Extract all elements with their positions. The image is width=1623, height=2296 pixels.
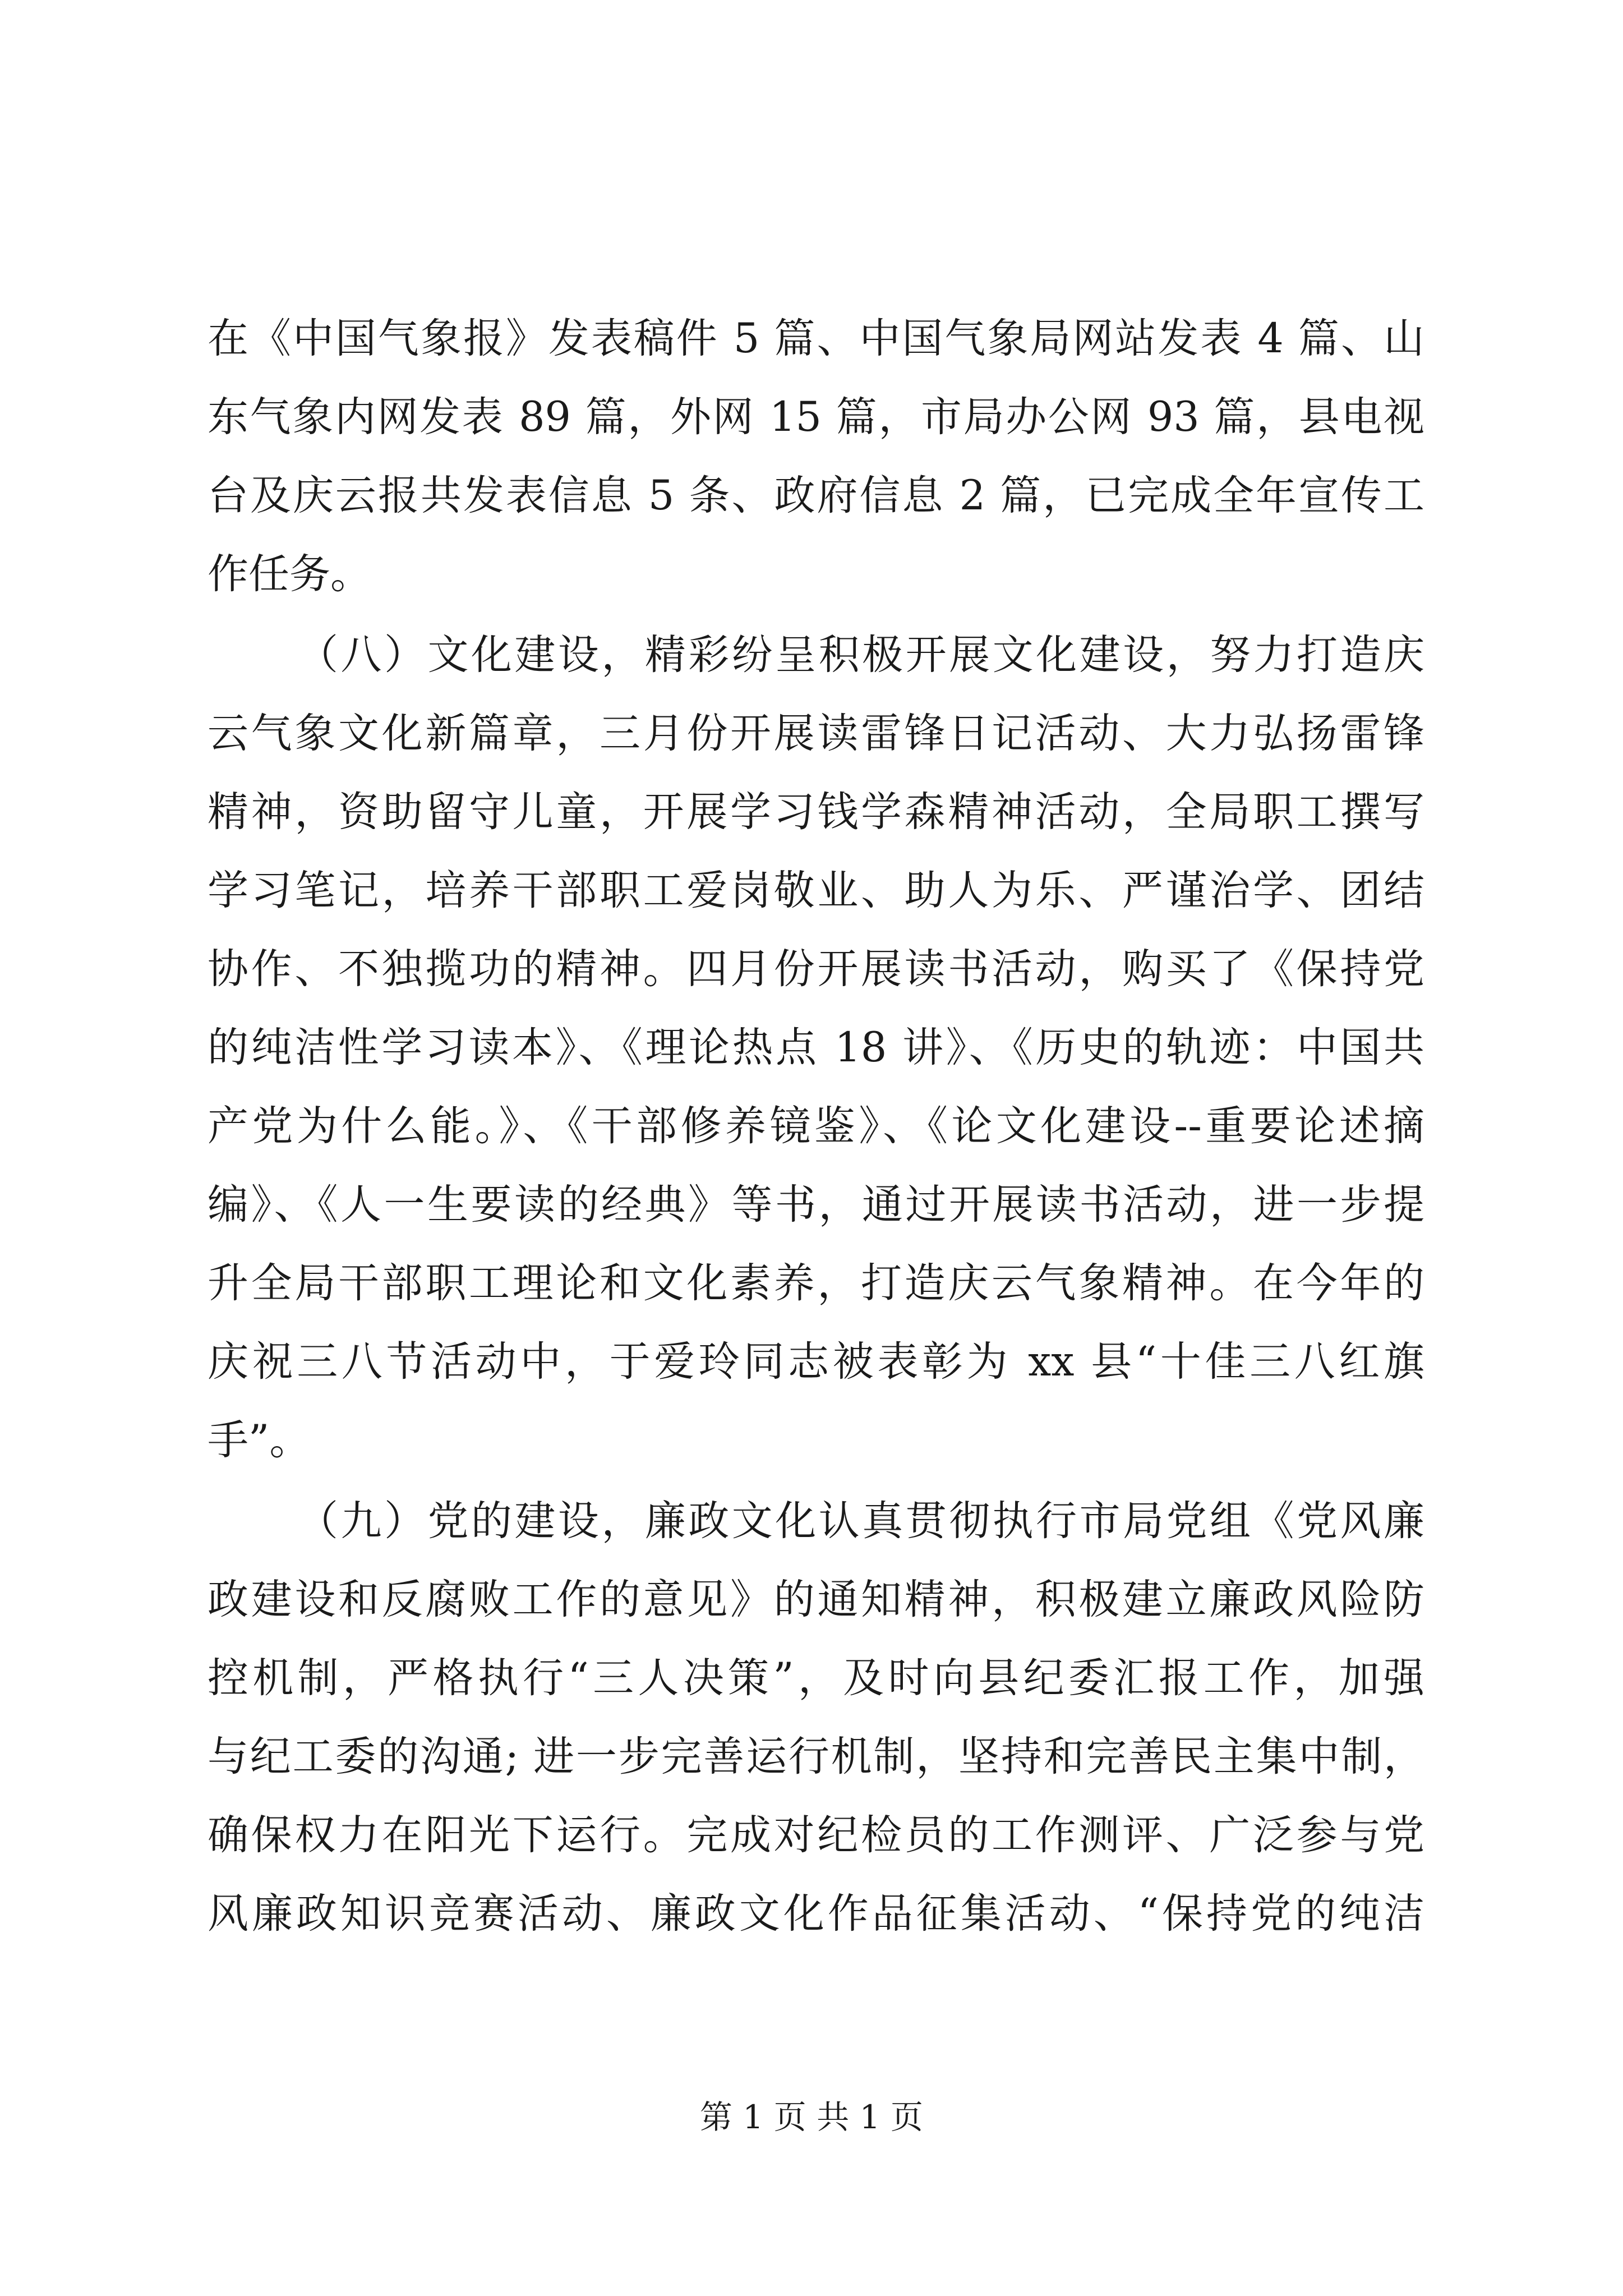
paragraph-1-line-1: 在《中国气象报》发表稿件 5 篇、中国气象局网站发表 4 篇、山 xyxy=(208,315,1424,362)
paragraph-3-line-4: 与纪工委的沟通; 进一步完善运行机制，坚持和完善民主集中制， xyxy=(208,1733,1424,1780)
paragraph-2-line-6: 的纯洁性学习读本》、《理论热点 18 讲》、《历史的轨迹：中国共 xyxy=(208,1024,1424,1071)
paragraph-2-line-3: 精神，资助留守儿童，开展学习钱学森精神活动，全局职工撰写 xyxy=(208,788,1424,836)
paragraph-3-line-1: （九）党的建设，廉政文化认真贯彻执行市局党组《党风廉 xyxy=(297,1497,1424,1545)
paragraph-2-line-7: 产党为什么能。》、《干部修养镜鉴》、《论文化建设--重要论述摘 xyxy=(208,1102,1424,1150)
paragraph-1-line-4: 作任务。 xyxy=(208,550,371,598)
page-footer: 第 1 页 共 1 页 xyxy=(700,2098,923,2136)
paragraph-2-line-11: 手”。 xyxy=(208,1416,311,1464)
paragraph-2-line-4: 学习笔记，培养干部职工爱岗敬业、助人为乐、严谨治学、团结 xyxy=(208,867,1424,914)
paragraph-3-line-5: 确保权力在阳光下运行。完成对纪检员的工作测评、广泛参与党 xyxy=(208,1811,1424,1859)
paragraph-2-line-2: 云气象文化新篇章，三月份开展读雷锋日记活动、大力弘扬雷锋 xyxy=(208,710,1424,757)
paragraph-3-line-2: 政建设和反腐败工作的意见》的通知精神，积极建立廉政风险防 xyxy=(208,1576,1424,1623)
paragraph-2-line-1: （八）文化建设，精彩纷呈积极开展文化建设，努力打造庆 xyxy=(297,631,1424,679)
paragraph-1-line-2: 东气象内网发表 89 篇，外网 15 篇，市局办公网 93 篇，县电视 xyxy=(208,393,1424,441)
paragraph-3-line-6: 风廉政知识竞赛活动、廉政文化作品征集活动、“保持党的纯洁 xyxy=(208,1890,1424,1938)
paragraph-2-line-8: 编》、《人一生要读的经典》等书，通过开展读书活动，进一步提 xyxy=(208,1181,1424,1228)
paragraph-3-line-3: 控机制，严格执行“三人决策”，及时向县纪委汇报工作，加强 xyxy=(208,1654,1424,1702)
paragraph-2-line-10: 庆祝三八节活动中，于爱玲同志被表彰为 xx 县“十佳三八红旗 xyxy=(208,1338,1424,1386)
paragraph-2-line-5: 协作、不独揽功的精神。四月份开展读书活动，购买了《保持党 xyxy=(208,945,1424,993)
paragraph-2-line-9: 升全局干部职工理论和文化素养，打造庆云气象精神。在今年的 xyxy=(208,1259,1424,1307)
paragraph-1-line-3: 台及庆云报共发表信息 5 条、政府信息 2 篇，已完成全年宣传工 xyxy=(208,472,1424,519)
